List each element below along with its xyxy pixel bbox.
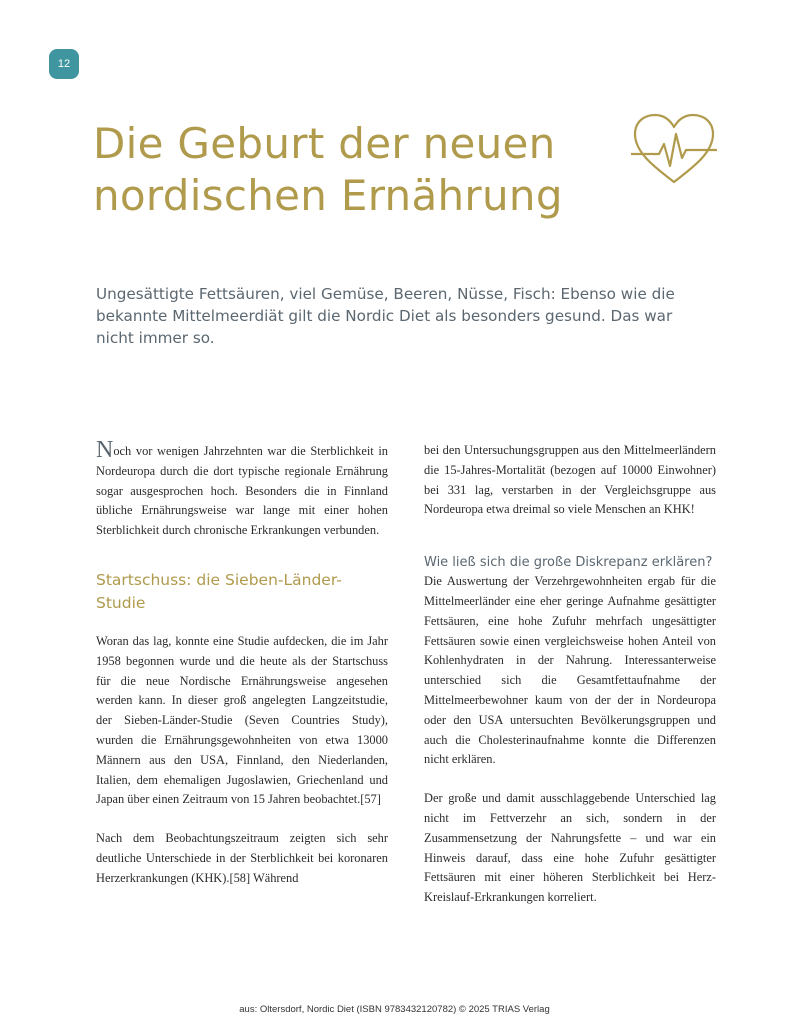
intro-paragraph — [96, 437, 388, 541]
conclusion-paragraph: Der große und damit ausschlaggebende Unterschied lag nicht im Fettverzehr an sich, sondern in der Zusammensetzung der Nahrungsfette – und war ein Hinweis darauf, dass eine hohe Zufuhr gesättigter Fettsäuren mit einer höheren Sterblichkeit bei Herz-Kreislauf-Erkrankungen korreliert. — [424, 791, 716, 905]
study-paragraph: Woran das lag, konnte eine Studie aufdecken, die im Jahr 1958 begonnen wurde und die heute als der Startschuss für die neue Nordische Ernährungsweise angesehen werden kann. In dieser groß angelegten Langzeitstudie, der Sieben-Länder-Studie (Seven Countries Study), wurden die Ernährungsgewohnheiten von etwa 13000 Männern aus den USA, Finnland, den Niederlanden, Italien, dem ehemaligen Jugoslawien, Griechenland und Japan über einen Zeitraum von 15 Jahren beobachtet.[57] — [96, 633, 388, 807]
left-column — [96, 437, 388, 889]
subheading: Wie ließ sich die große Diskrepanz erklären? — [424, 555, 713, 571]
page-title — [93, 118, 613, 222]
heart-pulse-icon — [631, 112, 717, 186]
observation-paragraph: Nach dem Beobachtungszeitraum zeigten sich sehr deutliche Unterschiede in der Sterblichkeit bei koronaren Herzerkrankungen (KHK).[58] Während — [96, 831, 388, 885]
section-heading-line1: Startschuss: die Sieben-Länder- — [96, 570, 342, 589]
intro-text: och vor wenigen Jahrzehnten war die Sterblichkeit in Nordeuropa durch die dort typische regionale Ernährung sogar ausgesprochen hoch. Besonders die in Finnland übliche Ernährungsweise war lange mit einer hohen Sterblichkeit durch chronische Erkrankungen verbunden. — [96, 444, 388, 538]
mortality-paragraph: bei den Untersuchungsgruppen aus den Mittelmeerländern die 15-Jahres-Mortalität (bezogen auf 10000 Einwohner) bei 331 lag, verstarben in der Vergleichsgruppe aus Nordeuropa etwa dreimal so viele Menschen an KHK! — [424, 443, 716, 517]
right-column — [424, 441, 716, 908]
source-footer: aus: Oltersdorf, Nordic Diet (ISBN 9783432120782) © 2025 TRIAS Verlag — [239, 1004, 550, 1015]
section-heading-line2: Studie — [96, 593, 146, 612]
page-title-line1: Die Geburt der neuen — [93, 119, 556, 168]
drop-cap: N — [96, 437, 114, 463]
lead-paragraph: Ungesättigte Fettsäuren, viel Gemüse, Beeren, Nüsse, Fisch: Ebenso wie die bekannte Mittelmeerdiät gilt die Nordic Diet als besonders gesund. Das war nicht immer so. — [96, 285, 675, 347]
section-heading — [96, 569, 388, 615]
evaluation-paragraph: Die Auswertung der Verzehrgewohnheiten ergab für die Mittelmeerländer eine eher geringe Aufnahme gesättigter Fettsäuren, eine hohe Zufuhr mehrfach ungesättigter Fettsäuren sowie einen vergleichsweise hohen Anteil von Kohlenhydraten in der Nahrung. Interessanterweise unterschied sich die Gesamtfettaufnahme der Mittelmeerbewohner kaum von der der in Nordeuropa oder den USA untersuchten Bevölkerungsgruppen und auch die Cholesterinaufnahme konnte die Differenzen nicht erklären. — [424, 574, 716, 767]
page-number-badge: 12 — [49, 49, 79, 79]
page-title-line2: nordischen Ernährung — [93, 171, 563, 220]
